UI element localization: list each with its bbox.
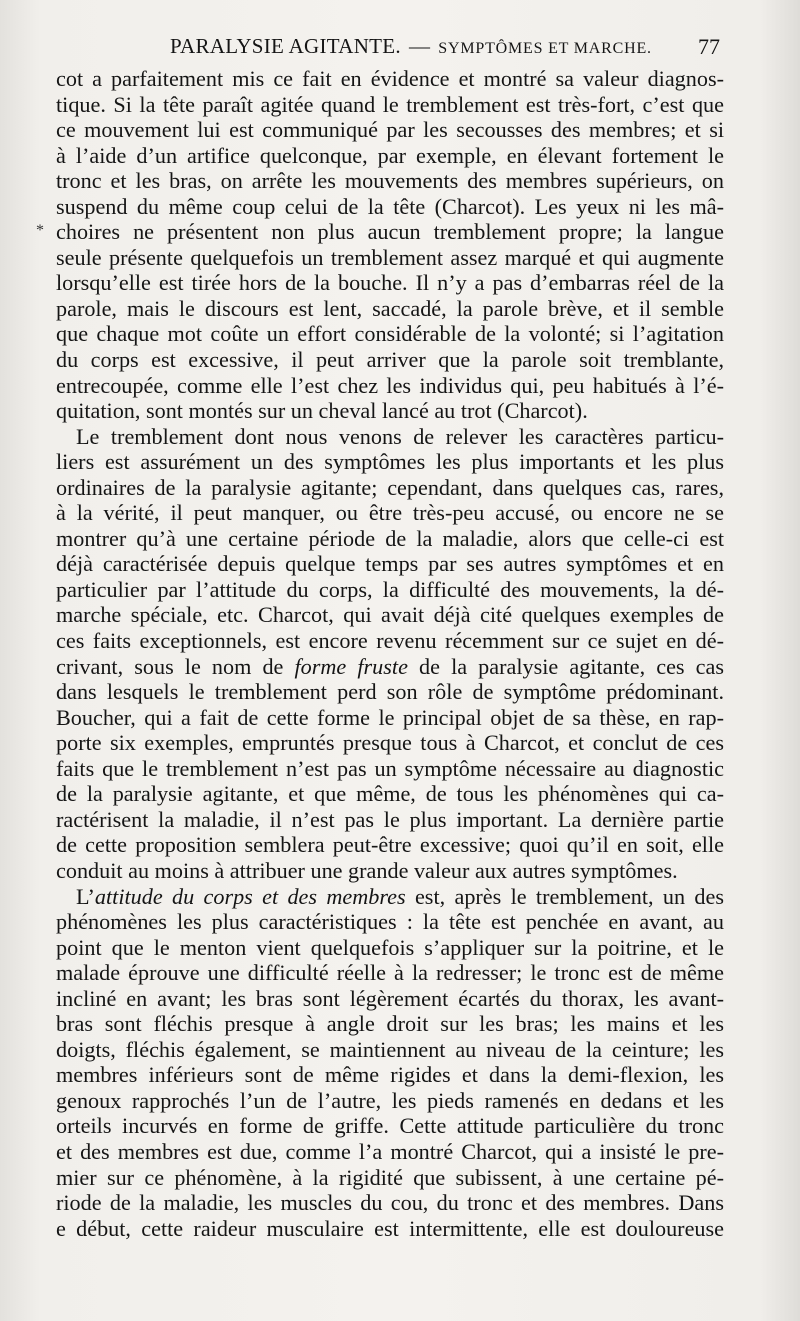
- text-line: incliné en avant; les bras sont légèrement écartés du thorax, les avant-: [56, 985, 724, 1011]
- text-line: Le tremblement dont nous venons de relever les caractères particu-: [76, 423, 724, 449]
- italic-term: forme fruste: [294, 653, 408, 679]
- text-line: et des membres est due, comme l’a montré Charcot, qui a insisté le pre-: [56, 1138, 724, 1164]
- running-title: [170, 34, 652, 59]
- body-text: [56, 66, 724, 1241]
- text-line: parole, mais le discours est lent, saccadé, la parole brève, et il semble: [56, 295, 724, 321]
- page-number: 77: [698, 34, 720, 59]
- text-line: riode de la maladie, les muscles du cou, du tronc et des membres. Dans: [56, 1190, 724, 1216]
- text-line: membres inférieurs sont de même rigides et dans la demi-flexion, les: [56, 1062, 724, 1088]
- text-line: tique. Si la tête paraît agitée quand le tremblement est très-fort, c’est que: [56, 91, 724, 117]
- text-line: Boucher, qui a fait de cette forme le principal objet de sa thèse, en rap-: [56, 704, 724, 730]
- text-line: marche spéciale, etc. Charcot, qui avait déjà cité quelques exemples de: [56, 602, 724, 628]
- page-header: [60, 32, 720, 62]
- line-text: est, après le tremblement, un des: [405, 883, 724, 909]
- text-line: malade éprouve une difficulté réelle à la redresser; le tronc est de même: [56, 960, 724, 986]
- text-line: seule présente quelquefois un tremblement assez marqué et qui augmente: [56, 244, 724, 270]
- line-text: crivant, sous le nom de: [56, 653, 295, 679]
- text-line: ce mouvement lui est communiqué par les secousses des membres; et si: [56, 117, 724, 143]
- running-title-dash: —: [408, 34, 431, 58]
- text-line: particulier par l’attitude du corps, la difficulté des mouvements, la dé-: [56, 576, 724, 602]
- line-text: L’: [76, 883, 95, 909]
- text-line: suspend du même coup celui de la tête (Charcot). Les yeux ni les mâ-: [56, 193, 724, 219]
- text-line: du corps est excessive, il peut arriver que la parole soit tremblante,: [56, 347, 724, 373]
- text-line: tronc et les bras, on arrête les mouvements des membres supérieurs, on: [56, 168, 724, 194]
- text-line: quitation, sont montés sur un cheval lancé au trot (Charcot).: [56, 398, 588, 424]
- text-line: à l’aide d’un artifice quelconque, par exemple, en élevant fortement le: [56, 142, 724, 168]
- margin-mark: *: [36, 222, 44, 239]
- italic-term: attitude du corps et des membres: [94, 883, 406, 909]
- text-line: entrecoupée, comme elle l’est chez les individus qui, peu habitués à l’é-: [56, 372, 724, 398]
- text-line: cot a parfaitement mis ce fait en évidence et montré sa valeur diagnos-: [56, 66, 724, 91]
- running-title-main: PARALYSIE AGITANTE.: [170, 34, 401, 58]
- text-line: genoux rapprochés l’un de l’autre, les pieds ramenés en dedans et les: [56, 1087, 724, 1113]
- text-line-with-italic: [56, 654, 724, 680]
- text-line: point que le menton vient quelquefois s’appliquer sur la poitrine, et le: [56, 934, 724, 960]
- text-line: montrer qu’à une certaine période de la maladie, alors que celle-ci est: [56, 525, 724, 551]
- text-line: de cette proposition semblera peut-être excessive; quoi qu’il en soit, elle: [56, 832, 724, 858]
- text-line: liers est assurément un des symptômes les plus importants et les plus: [56, 449, 724, 475]
- text-line: porte six exemples, empruntés presque tous à Charcot, et conclut de ces: [56, 730, 724, 756]
- text-line: doigts, fléchis également, se maintiennent au niveau de la ceinture; les: [56, 1036, 724, 1062]
- text-line: mier sur ce phénomène, à la rigidité que subissent, à une certaine pé-: [56, 1164, 724, 1190]
- text-line: conduit au moins à attribuer une grande valeur aux autres symptômes.: [56, 857, 678, 883]
- text-line: dans lesquels le tremblement perd son rôle de symptôme prédominant.: [56, 679, 724, 705]
- text-line: ordinaires de la paralysie agitante; cependant, dans quelques cas, rares,: [56, 474, 724, 500]
- text-line: choires ne présentent non plus aucun tremblement propre; la langue: [56, 219, 724, 245]
- text-line: déjà caractérisée depuis quelque temps par ses autres symptômes et en: [56, 551, 724, 577]
- text-line: orteils incurvés en forme de griffe. Cette attitude particulière du tronc: [56, 1113, 724, 1139]
- text-line: bras sont fléchis presque à angle droit sur les bras; les mains et les: [56, 1011, 724, 1037]
- text-line: ractérisent la maladie, il n’est pas le plus important. La dernière partie: [56, 806, 724, 832]
- text-line-with-italic: [56, 884, 724, 910]
- text-line: ces faits exceptionnels, est encore revenu récemment sur ce sujet en dé-: [56, 628, 724, 654]
- text-line: de la paralysie agitante, et que même, de tous les phénomènes qui ca-: [56, 781, 724, 807]
- text-line: lorsqu’elle est tirée hors de la bouche. Il n’y a pas d’embarras réel de la: [56, 270, 724, 296]
- text-line: à la vérité, il peut manquer, ou être très-peu accusé, ou encore ne se: [56, 500, 724, 526]
- text-line: phénomènes les plus caractéristiques : la tête est penchée en avant, au: [56, 909, 724, 935]
- line-text: de la paralysie agitante, ces cas: [407, 653, 724, 679]
- running-title-sub: SYMPTÔMES ET MARCHE.: [438, 40, 652, 57]
- text-line: que chaque mot coûte un effort considérable de la volonté; si l’agitation: [56, 321, 724, 347]
- text-line: e début, cette raideur musculaire est intermittente, elle est douloureuse: [56, 1215, 724, 1241]
- text-line: faits que le tremblement n’est pas un symptôme nécessaire au diagnostic: [56, 755, 724, 781]
